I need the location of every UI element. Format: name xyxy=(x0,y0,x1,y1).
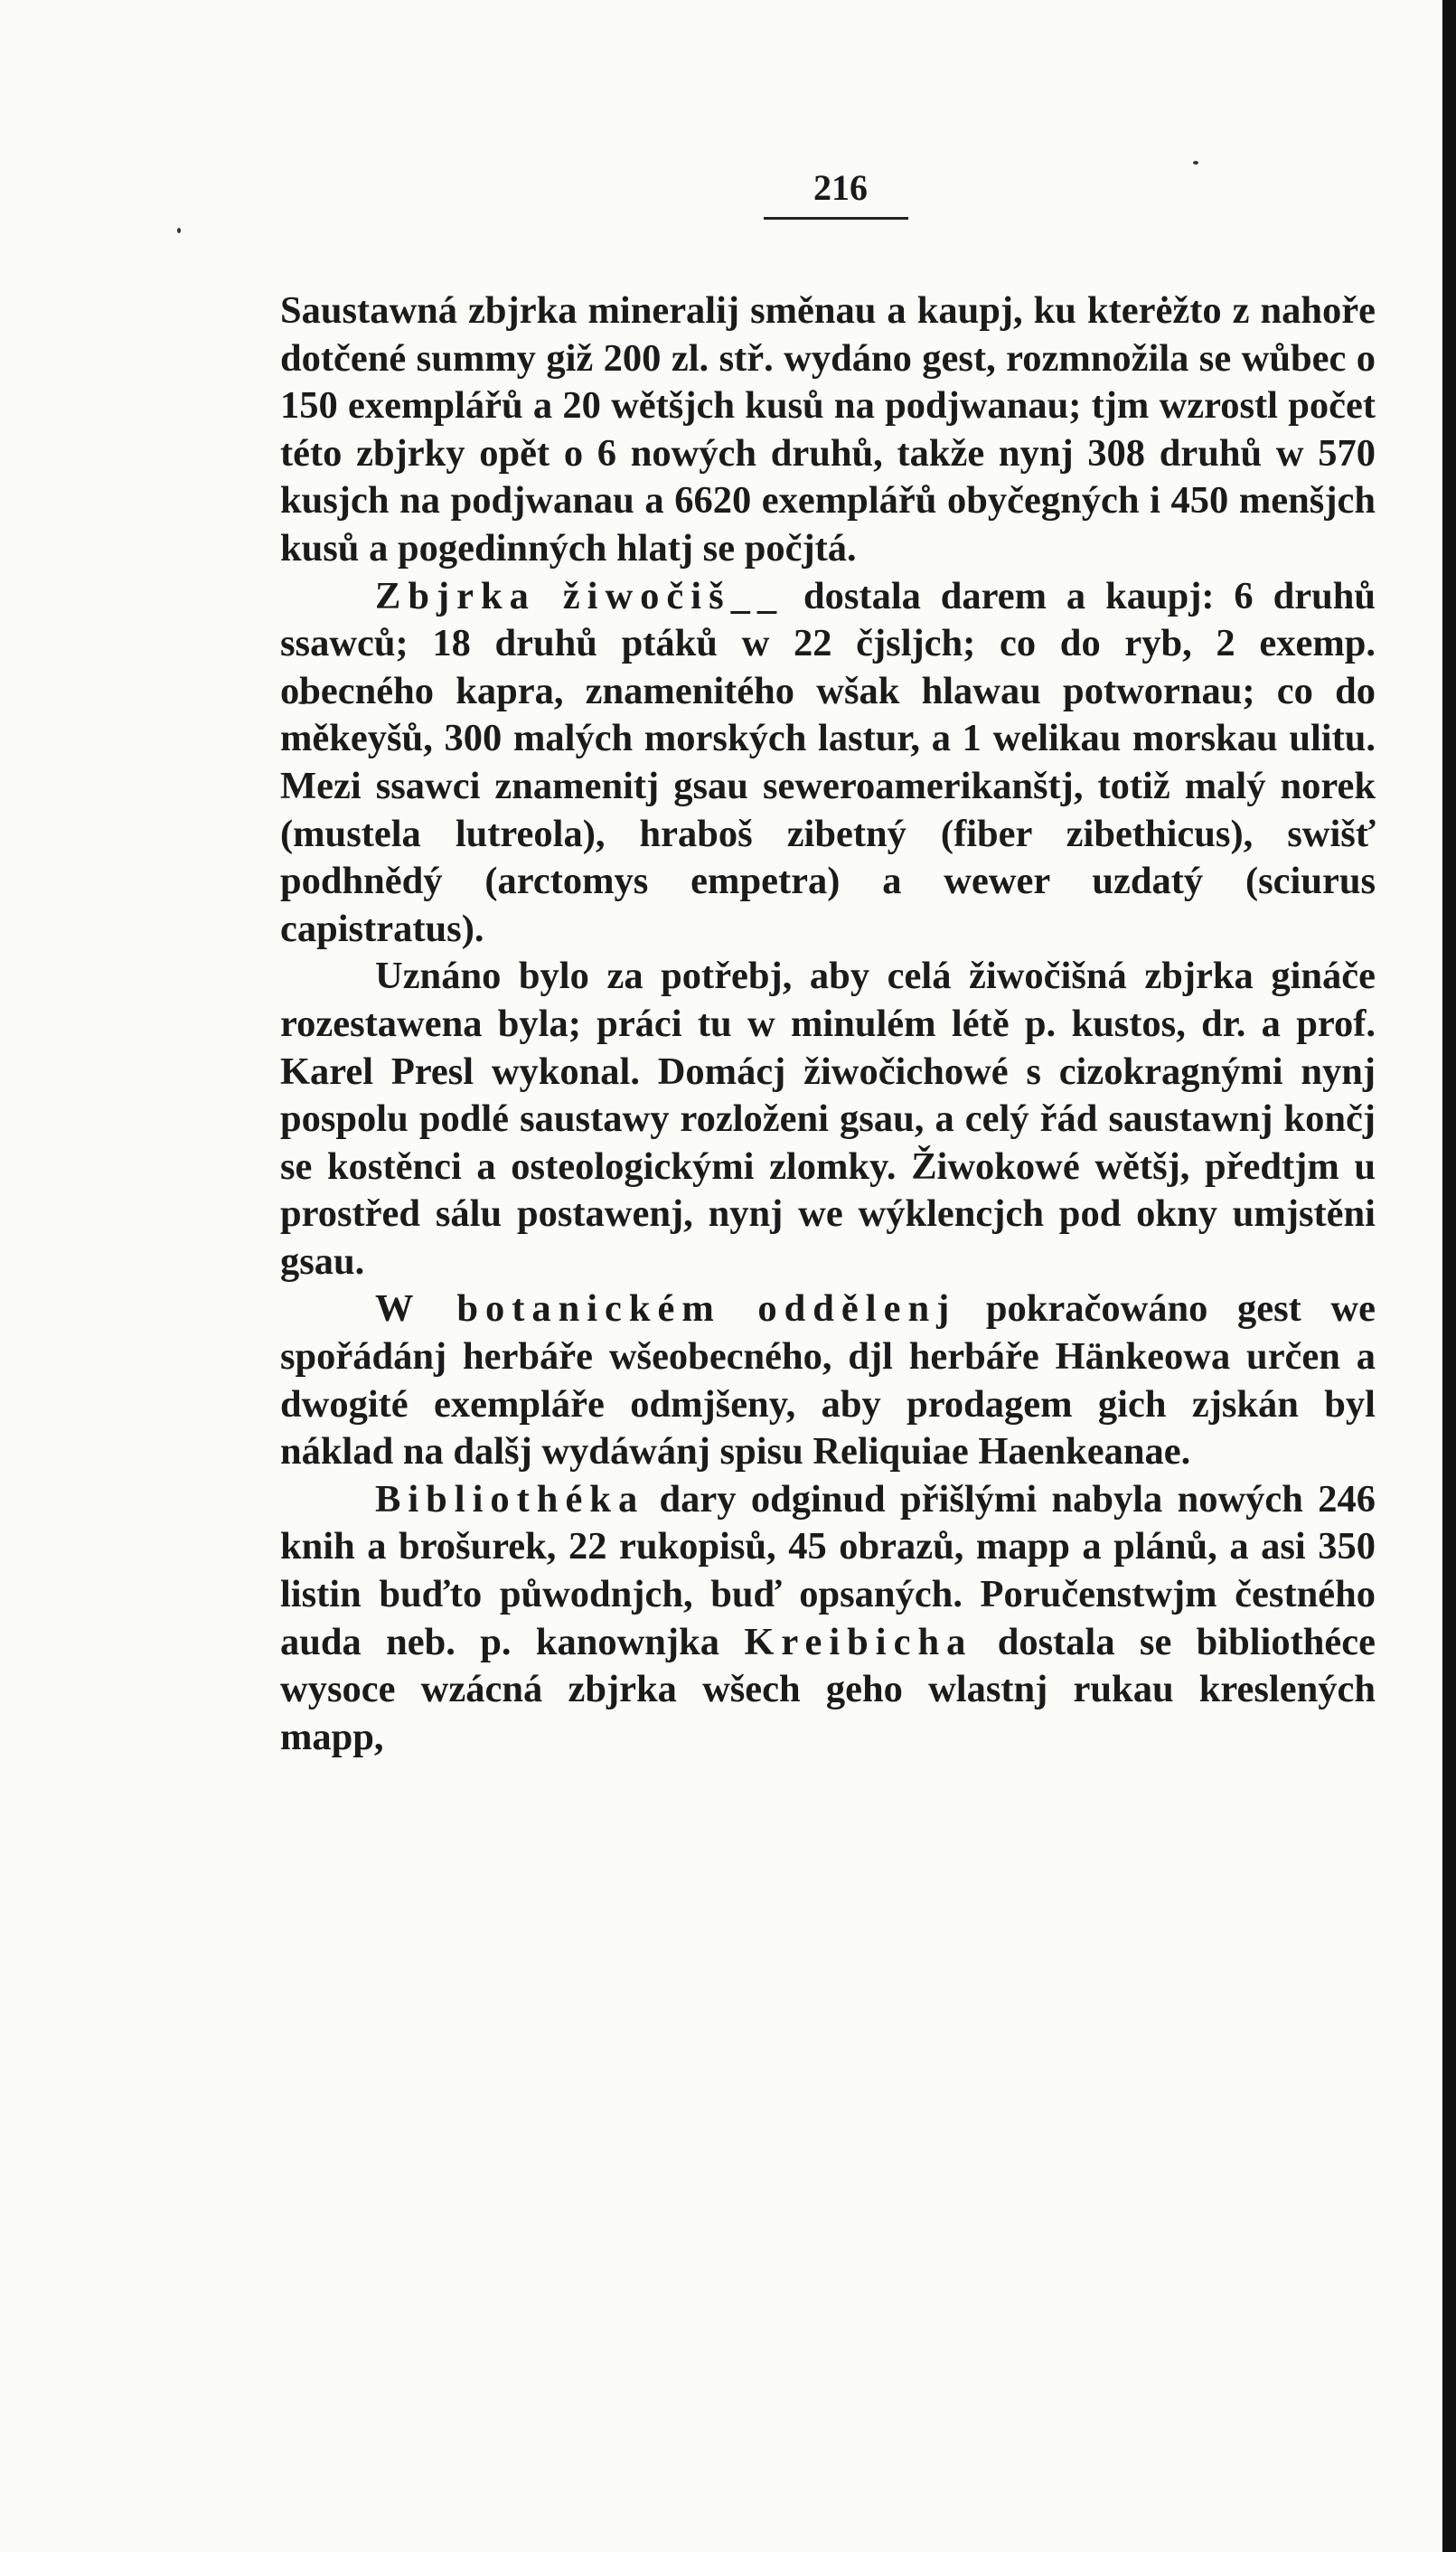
paragraph-text: dostala darem a kaupj: 6 druhů ssawců; 18 druhů ptáků w 22 čjsljch; co do ryb, 2 exemp. obecného kapra, znamenitého wšak hlawau potwornau; co do měkeyšů, 300 malých morských lastur, a 1 welikau morskau ulitu. Mezi ssawci znamenitj gsau seweroamerikanštj, totiž malý norek (mustela lutreola), hraboš zibetný (fiber zibethicus), swišť podhnědý (arctomys empetra) a wewer uzdatý (sciurus capistratus). xyxy=(280,574,1376,950)
scan-edge xyxy=(1442,0,1456,2552)
paragraph-library xyxy=(280,1476,1376,1762)
paragraph-text: Saustawná zbjrka mineralij směnau a kaupj, ku kterėžto z nahoře dotčené summy giž 200 zl. stř. wydáno gest, rozmnožila se wůbec o 150 exemplářů a 20 wětšjch kusů na podjwanau; tjm wzrostl počet této zbjrky opět o 6 nowých druhů, takže nynj 308 druhů w 570 kusjch na podjwanau a 6620 exemplářů obyčegných i 450 menšjch kusů a pogedinných hlatj se počjtá. xyxy=(280,289,1376,570)
page-number-rule xyxy=(764,217,908,220)
spaced-heading-text: Kreibicha xyxy=(744,1620,973,1663)
paragraph-text: dary odginud přišlými nabyla nowých 246 knih a brošurek, 22 rukopisů, 45 obrazů, mapp a plánů, a asi 350 listin buďto půwodnjch, buď opsaných. Poručenstwjm čestného auda neb. p. kanownjka xyxy=(280,1477,1376,1663)
body-text xyxy=(280,287,1376,1761)
paragraph-minerals xyxy=(280,287,1376,573)
paragraph-text: Uznáno bylo za potřebj, aby celá žiwočišná zbjrka gináče rozestawena byla; práci tu w minulém létě p. kustos, dr. a prof. Karel Presl wykonal. Domácj žiwočichowé s cizokragnými nynj pospolu podlé saustawy rozloženi gsau, a celý řád saustawnj končj se kostěnci a osteologickými zlomky. Žiwokowé wětšj, předtjm u prostřed sálu postawenj, nynj we wýklencjch pod okny umjstěni gsau. xyxy=(280,955,1376,1283)
spaced-heading-text: W botanickém oddělenj xyxy=(375,1287,957,1331)
paragraph-arrangement xyxy=(280,953,1376,1285)
ink-speck xyxy=(1193,161,1198,165)
spaced-heading-text: Zbjrka žiwočiš__ xyxy=(375,574,784,617)
paragraph-text: pokračowáno gest we spořádánj herbáře wšeobecného, djl herbáře Hänkeowa určen a dwogité exempláře odmjšeny, aby prodagem gich zjskán byl náklad na dalšj wydáwánj spisu Reliquiae Haenkeanae. xyxy=(280,1287,1376,1474)
page-number: 216 xyxy=(813,167,868,208)
paragraph-zoology xyxy=(280,573,1376,954)
paragraph-botany xyxy=(280,1285,1376,1475)
paragraph-text: dostala se bibliothéce wysoce wzácná zbjrka wšech geho wlastnj rukau kreslených mapp, xyxy=(280,1620,1376,1758)
spaced-heading-text: Bibliothéka xyxy=(375,1477,645,1521)
ink-speck xyxy=(177,228,181,233)
